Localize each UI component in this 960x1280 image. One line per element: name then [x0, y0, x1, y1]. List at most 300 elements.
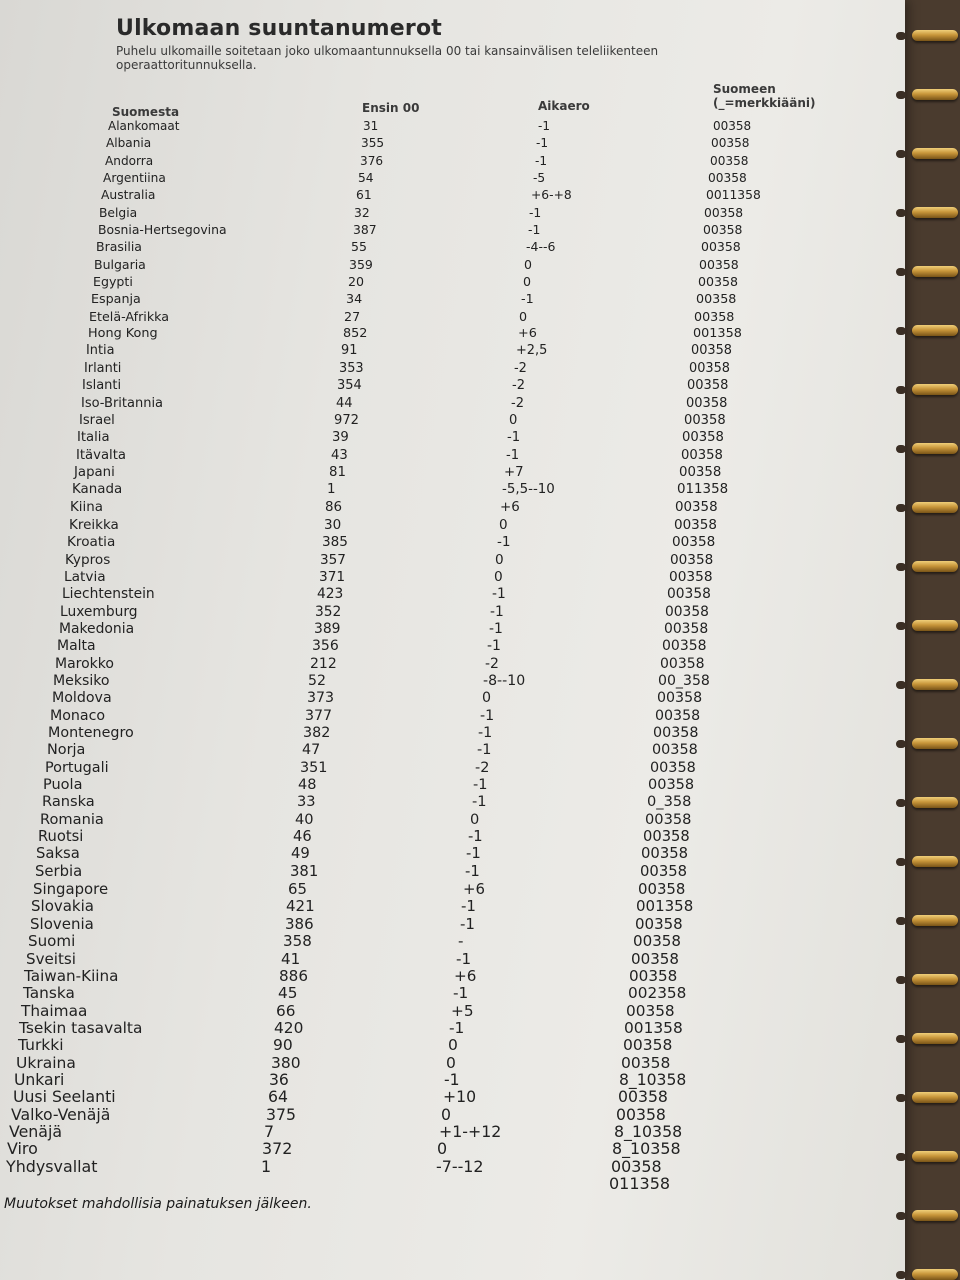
column-header-time-difference: Aikaero — [538, 99, 590, 113]
table-row — [21, 1003, 781, 1019]
country-code: 354 — [337, 378, 362, 393]
country-name: Irlanti — [84, 361, 122, 376]
time-difference: +5 — [451, 1002, 474, 1020]
table-row — [79, 413, 839, 429]
country-name: Ranska — [42, 793, 95, 810]
table-row — [43, 777, 803, 793]
column-header-to-finland-line1: Suomeen — [713, 82, 776, 96]
code-to-finland: 8_10358 — [614, 1122, 683, 1141]
code-to-finland: 00358 — [623, 1036, 673, 1054]
code-to-finland: 00358 — [682, 430, 724, 445]
country-code: 423 — [317, 586, 344, 602]
country-code: 420 — [274, 1019, 304, 1037]
binding-hole — [896, 1271, 906, 1279]
table-row — [101, 187, 861, 203]
time-difference: -4--6 — [526, 239, 556, 254]
time-difference: 0 — [441, 1105, 451, 1124]
country-code: 30 — [324, 517, 342, 533]
code-to-finland: 001358 — [624, 1019, 683, 1037]
table-row — [93, 274, 853, 290]
code-to-finland: 00358 — [699, 257, 739, 272]
table-row — [70, 500, 830, 516]
time-difference: 0 — [519, 309, 528, 324]
code-to-finland: 001358 — [636, 897, 694, 915]
table-row — [36, 846, 796, 862]
country-name: Valko-Venäjä — [11, 1105, 111, 1124]
time-difference: -1 — [536, 136, 549, 150]
code-to-finland: 00358 — [687, 378, 729, 393]
time-difference: -1 — [528, 222, 541, 237]
country-name: Islanti — [82, 378, 122, 393]
table-row — [62, 586, 822, 602]
code-to-finland: 011358 — [677, 482, 729, 497]
table-row — [77, 430, 837, 446]
spiral-coil — [912, 620, 958, 631]
table-row — [16, 1055, 776, 1071]
spiral-coil — [912, 974, 958, 985]
country-name: Italia — [77, 430, 110, 445]
table-row — [82, 378, 842, 394]
country-code: 356 — [312, 638, 339, 654]
spiral-coil — [912, 502, 958, 513]
time-difference: -1 — [521, 291, 534, 306]
code-to-finland: 00358 — [710, 154, 749, 168]
time-difference: -8--10 — [483, 673, 526, 689]
country-code: 385 — [322, 534, 348, 550]
country-code: 886 — [279, 967, 308, 985]
code-to-finland: 00358 — [672, 534, 716, 550]
country-name: Makedonia — [59, 621, 135, 637]
time-difference: 0 — [437, 1139, 448, 1158]
country-code: 381 — [290, 863, 319, 880]
country-code: 357 — [320, 552, 346, 568]
table-row — [84, 361, 844, 377]
table-row — [52, 690, 812, 706]
table-row — [33, 881, 793, 897]
code-to-finland: 0_358 — [647, 793, 692, 810]
country-name: Puola — [43, 777, 83, 793]
table-row — [57, 638, 817, 654]
country-name: Saksa — [36, 845, 80, 862]
code-to-finland: 00358 — [664, 621, 709, 637]
table-row — [30, 916, 790, 932]
country-name: Luxemburg — [60, 604, 138, 620]
country-code: 27 — [344, 309, 361, 324]
table-row — [31, 898, 791, 914]
code-to-finland: 00358 — [670, 552, 714, 568]
code-to-finland: 00358 — [701, 239, 741, 254]
country-code: 45 — [278, 984, 298, 1002]
country-code: 7 — [264, 1122, 275, 1141]
spiral-coil — [912, 561, 958, 572]
code-to-finland: 00358 — [629, 967, 678, 985]
code-to-finland: 00358 — [669, 569, 713, 585]
binding-hole — [896, 445, 906, 453]
country-code: 389 — [314, 621, 341, 637]
code-to-finland: 00358 — [648, 777, 695, 793]
table-row — [89, 309, 849, 325]
country-name: Japani — [74, 465, 115, 480]
binding-hole — [896, 504, 906, 512]
table-row — [18, 1037, 778, 1053]
country-code: 352 — [315, 604, 342, 620]
time-difference: 0 — [470, 811, 480, 828]
country-code: 86 — [325, 500, 343, 515]
binding-hole — [896, 622, 906, 630]
country-code: 212 — [310, 656, 337, 672]
code-to-finland: 00358 — [631, 950, 680, 968]
country-code: 34 — [346, 291, 363, 306]
binding-hole — [896, 563, 906, 571]
code-to-finland: 00358 — [689, 361, 731, 376]
table-row — [59, 621, 819, 637]
code-to-finland: 00358 — [674, 517, 717, 533]
code-to-finland: 00358 — [618, 1087, 668, 1106]
country-code: 382 — [303, 725, 331, 741]
spiral-coil — [912, 443, 958, 454]
table-row — [23, 985, 783, 1001]
time-difference: -2 — [511, 396, 524, 411]
country-code: 31 — [363, 119, 379, 133]
country-code: 421 — [286, 897, 315, 915]
binding-hole — [896, 150, 906, 158]
code-to-finland: 00358 — [694, 309, 735, 324]
country-name: Egypti — [93, 274, 133, 289]
time-difference: -1 — [538, 119, 550, 133]
spiral-coil — [912, 384, 958, 395]
country-code: 54 — [358, 171, 374, 185]
time-difference: +6 — [454, 967, 477, 985]
table-row — [13, 1089, 773, 1105]
country-code: 387 — [353, 222, 377, 237]
code-to-finland: 0011358 — [706, 188, 761, 202]
time-difference: +10 — [443, 1087, 477, 1106]
country-name: Montenegro — [48, 725, 134, 741]
time-difference: -1 — [453, 984, 469, 1002]
country-name: Meksiko — [53, 673, 110, 689]
code-to-finland: 00358 — [675, 500, 718, 515]
country-code: 52 — [308, 673, 326, 689]
country-name: Tsekin tasavalta — [19, 1019, 143, 1037]
time-difference: -1 — [497, 534, 511, 550]
time-difference: -5 — [533, 171, 546, 185]
table-row — [105, 153, 865, 169]
code-to-finland: 00358 — [711, 136, 750, 150]
code-to-finland: 00358 — [686, 396, 728, 411]
country-name: Kreikka — [69, 517, 119, 533]
time-difference: -1 — [478, 725, 493, 741]
country-name: Bulgaria — [94, 257, 146, 272]
binding-hole — [896, 740, 906, 748]
table-row — [24, 968, 784, 984]
intro-text: Puhelu ulkomaille soitetaan joko ulkomaantunnuksella 00 tai kansainvälisen teleliikenteen operaattoritunnuksella. — [116, 44, 659, 72]
code-to-finland: 00358 — [713, 119, 752, 133]
column-header-to-finland-line2: (_=merkkiääni) — [713, 96, 816, 110]
time-difference: 0 — [448, 1036, 458, 1054]
code-to-finland: 00358 — [665, 604, 709, 620]
country-name: Venäjä — [9, 1122, 63, 1141]
country-code: 371 — [319, 569, 346, 585]
country-code: 90 — [273, 1036, 293, 1054]
time-difference: -1 — [492, 586, 506, 602]
code-to-finland: 8_10358 — [619, 1071, 687, 1089]
time-difference: +7 — [504, 465, 524, 480]
time-difference: -1 — [461, 897, 476, 915]
country-code: 91 — [341, 343, 358, 358]
country-name: Singapore — [33, 880, 109, 898]
time-difference: +6 — [463, 880, 485, 898]
code-to-finland: 00_358 — [658, 673, 710, 689]
code-to-finland: 00358 — [640, 863, 688, 880]
time-difference: -1 — [535, 154, 548, 168]
binding-hole — [896, 858, 906, 866]
country-code: 48 — [298, 777, 317, 793]
country-name: Taiwan-Kiina — [24, 967, 119, 985]
country-code: 351 — [300, 760, 328, 776]
table-row — [99, 205, 859, 221]
time-difference: -1 — [490, 604, 504, 620]
code-to-finland: 00358 — [681, 448, 723, 463]
time-difference: -1 — [468, 828, 483, 845]
country-code: 20 — [348, 274, 365, 289]
country-code: 359 — [349, 257, 373, 272]
code-to-finland: 00358 — [616, 1105, 666, 1124]
code-to-finland: 00358 — [633, 932, 682, 950]
table-row — [60, 604, 820, 620]
country-code: 1 — [261, 1157, 272, 1176]
country-name: Argentiina — [103, 171, 166, 185]
table-row — [42, 794, 802, 810]
country-name: Ruotsi — [38, 828, 84, 845]
binding-hole — [896, 1153, 906, 1161]
table-row — [91, 291, 851, 307]
table-row — [38, 829, 798, 845]
country-code: 47 — [302, 742, 321, 758]
country-name: Kypros — [65, 552, 111, 568]
time-difference: -7--12 — [436, 1157, 484, 1176]
code-to-finland: 00358 — [698, 274, 739, 289]
spiral-coil — [912, 30, 958, 41]
time-difference: -1 — [489, 621, 503, 637]
country-name: Bosnia-Hertsegovina — [98, 222, 227, 237]
code-to-finland: 00358 — [652, 742, 698, 758]
code-to-finland: 00358 — [667, 586, 711, 602]
time-difference: -1 — [477, 742, 492, 758]
spiral-coil — [912, 207, 958, 218]
country-code: 372 — [262, 1139, 293, 1158]
time-difference: -1 — [473, 777, 488, 793]
table-row — [9, 1124, 769, 1140]
country-name: Thaimaa — [21, 1002, 88, 1020]
country-code: 353 — [339, 361, 364, 376]
time-difference: -1 — [507, 430, 521, 445]
country-name: Marokko — [55, 656, 114, 672]
country-name: Australia — [101, 188, 156, 202]
country-name: Iso-Britannia — [81, 396, 164, 411]
binding-hole — [896, 1035, 906, 1043]
country-code: 1 — [327, 482, 336, 497]
spiral-coil — [912, 266, 958, 277]
country-code: 66 — [276, 1002, 296, 1020]
code-to-finland: 00358 — [657, 690, 703, 706]
time-difference: 0 — [524, 257, 532, 272]
country-name: Turkki — [18, 1036, 64, 1054]
country-name: Sveitsi — [26, 950, 76, 968]
table-row — [65, 552, 825, 568]
country-name: Kiina — [70, 500, 103, 515]
table-row — [40, 812, 800, 828]
binding-hole — [896, 209, 906, 217]
table-row — [45, 760, 805, 776]
time-difference: -1 — [444, 1071, 460, 1089]
code-to-finland: 00358 — [643, 828, 690, 845]
country-code: 55 — [351, 239, 367, 254]
time-difference: -1 — [456, 950, 472, 968]
country-code: 43 — [331, 448, 348, 463]
country-code: 380 — [271, 1054, 301, 1072]
code-to-finland: 001358 — [693, 326, 742, 341]
code-to-finland: 00358 — [655, 708, 701, 724]
country-name: Tanska — [23, 984, 75, 1002]
code-to-finland: 00358 — [611, 1157, 662, 1176]
column-header-country: Suomesta — [112, 105, 180, 119]
time-difference: 0 — [523, 274, 532, 289]
country-code: 355 — [361, 136, 385, 150]
table-row — [11, 1107, 771, 1123]
country-name: Ukraina — [16, 1054, 76, 1072]
country-name: Hong Kong — [88, 326, 158, 341]
binding-hole — [896, 799, 906, 807]
spiral-coil — [912, 89, 958, 100]
code-to-finland: 8_10358 — [612, 1139, 681, 1158]
country-name: Viro — [7, 1139, 38, 1158]
country-code: 39 — [332, 430, 349, 445]
time-difference: -1 — [466, 845, 481, 862]
time-difference: 0 — [495, 552, 504, 568]
time-difference: -1 — [529, 206, 542, 220]
table-row — [94, 257, 854, 273]
country-name: Intia — [86, 343, 115, 358]
binding-hole — [896, 681, 906, 689]
country-name: Norja — [47, 742, 86, 758]
spiral-coil — [912, 679, 958, 690]
table-row — [6, 1159, 766, 1175]
country-name: Portugali — [45, 760, 109, 776]
code-to-finland: 00358 — [703, 222, 743, 237]
column-header-to-finland — [713, 82, 833, 110]
country-code: 386 — [285, 915, 314, 933]
country-code: 358 — [283, 932, 312, 950]
country-name: Israel — [79, 413, 115, 428]
table-row — [72, 482, 832, 498]
code-to-finland: 002358 — [628, 984, 687, 1002]
table-row — [19, 1020, 779, 1036]
table-row — [96, 239, 856, 255]
page-title: Ulkomaan suuntanumerot — [116, 16, 442, 41]
spiral-coil — [912, 856, 958, 867]
time-difference: 0 — [509, 413, 518, 428]
country-code: 65 — [288, 880, 307, 898]
table-row — [81, 396, 841, 412]
country-code: 33 — [297, 793, 316, 810]
country-name: Uusi Seelanti — [13, 1087, 116, 1106]
table-row — [76, 448, 836, 464]
table-row — [48, 725, 808, 741]
country-name: Alankomaat — [108, 119, 180, 133]
code-to-finland: 00358 — [653, 725, 699, 741]
table-row — [55, 656, 815, 672]
time-difference: 0 — [482, 690, 492, 706]
time-difference: +2,5 — [516, 343, 548, 358]
time-difference: -2 — [475, 760, 490, 776]
footnote: Muutokset mahdollisia painatuksen jälkeen. — [4, 1196, 312, 1212]
country-name: Belgia — [99, 206, 138, 220]
table-row — [47, 742, 807, 758]
time-difference: -1 — [460, 915, 475, 933]
country-name: Brasilia — [96, 239, 142, 254]
table-row — [35, 864, 795, 880]
country-name: Albania — [106, 136, 152, 150]
code-to-finland: 00358 — [696, 291, 737, 306]
code-to-finland: 00358 — [684, 413, 726, 428]
country-code: 49 — [291, 845, 310, 862]
binding-hole — [896, 976, 906, 984]
time-difference: +1-+12 — [439, 1122, 502, 1141]
spiral-coil — [912, 1092, 958, 1103]
country-name: Latvia — [64, 569, 106, 585]
country-name: Andorra — [105, 154, 154, 168]
country-code: 36 — [269, 1071, 289, 1089]
table-row — [88, 326, 848, 342]
table-row — [74, 465, 834, 481]
time-difference: -1 — [487, 638, 501, 654]
code-to-finland: 00358 — [641, 845, 689, 862]
country-code: 44 — [336, 396, 353, 411]
time-difference: -2 — [512, 378, 525, 393]
country-name: Espanja — [91, 291, 141, 306]
binding-hole — [896, 91, 906, 99]
country-name: Yhdysvallat — [6, 1157, 98, 1176]
spiral-coil — [912, 738, 958, 749]
code-to-finland: 00358 — [650, 760, 696, 776]
spiral-coil — [912, 1210, 958, 1221]
binding-hole — [896, 917, 906, 925]
country-code: 852 — [343, 326, 368, 341]
time-difference: -2 — [514, 361, 527, 376]
time-difference: -1 — [506, 448, 520, 463]
country-code: 64 — [268, 1087, 288, 1106]
binding-hole — [896, 1212, 906, 1220]
binding-hole — [896, 268, 906, 276]
table-row — [98, 222, 858, 238]
time-difference: +6 — [500, 500, 520, 515]
table-row — [103, 170, 863, 186]
code-to-finland: 00358 — [691, 343, 733, 358]
country-name: Romania — [40, 811, 104, 828]
table-row — [64, 569, 824, 585]
column-header-code: Ensin 00 — [362, 101, 420, 115]
country-code: 972 — [334, 413, 359, 428]
country-code: 375 — [266, 1105, 296, 1124]
code-to-finland: 00358 — [638, 880, 686, 898]
time-difference: +6 — [518, 326, 537, 341]
table-row — [69, 517, 829, 533]
table-row — [26, 951, 786, 967]
country-code: 46 — [293, 828, 312, 845]
code-to-finland: 00358 — [679, 465, 722, 480]
country-name: Serbia — [35, 863, 83, 880]
time-difference: - — [458, 932, 464, 950]
